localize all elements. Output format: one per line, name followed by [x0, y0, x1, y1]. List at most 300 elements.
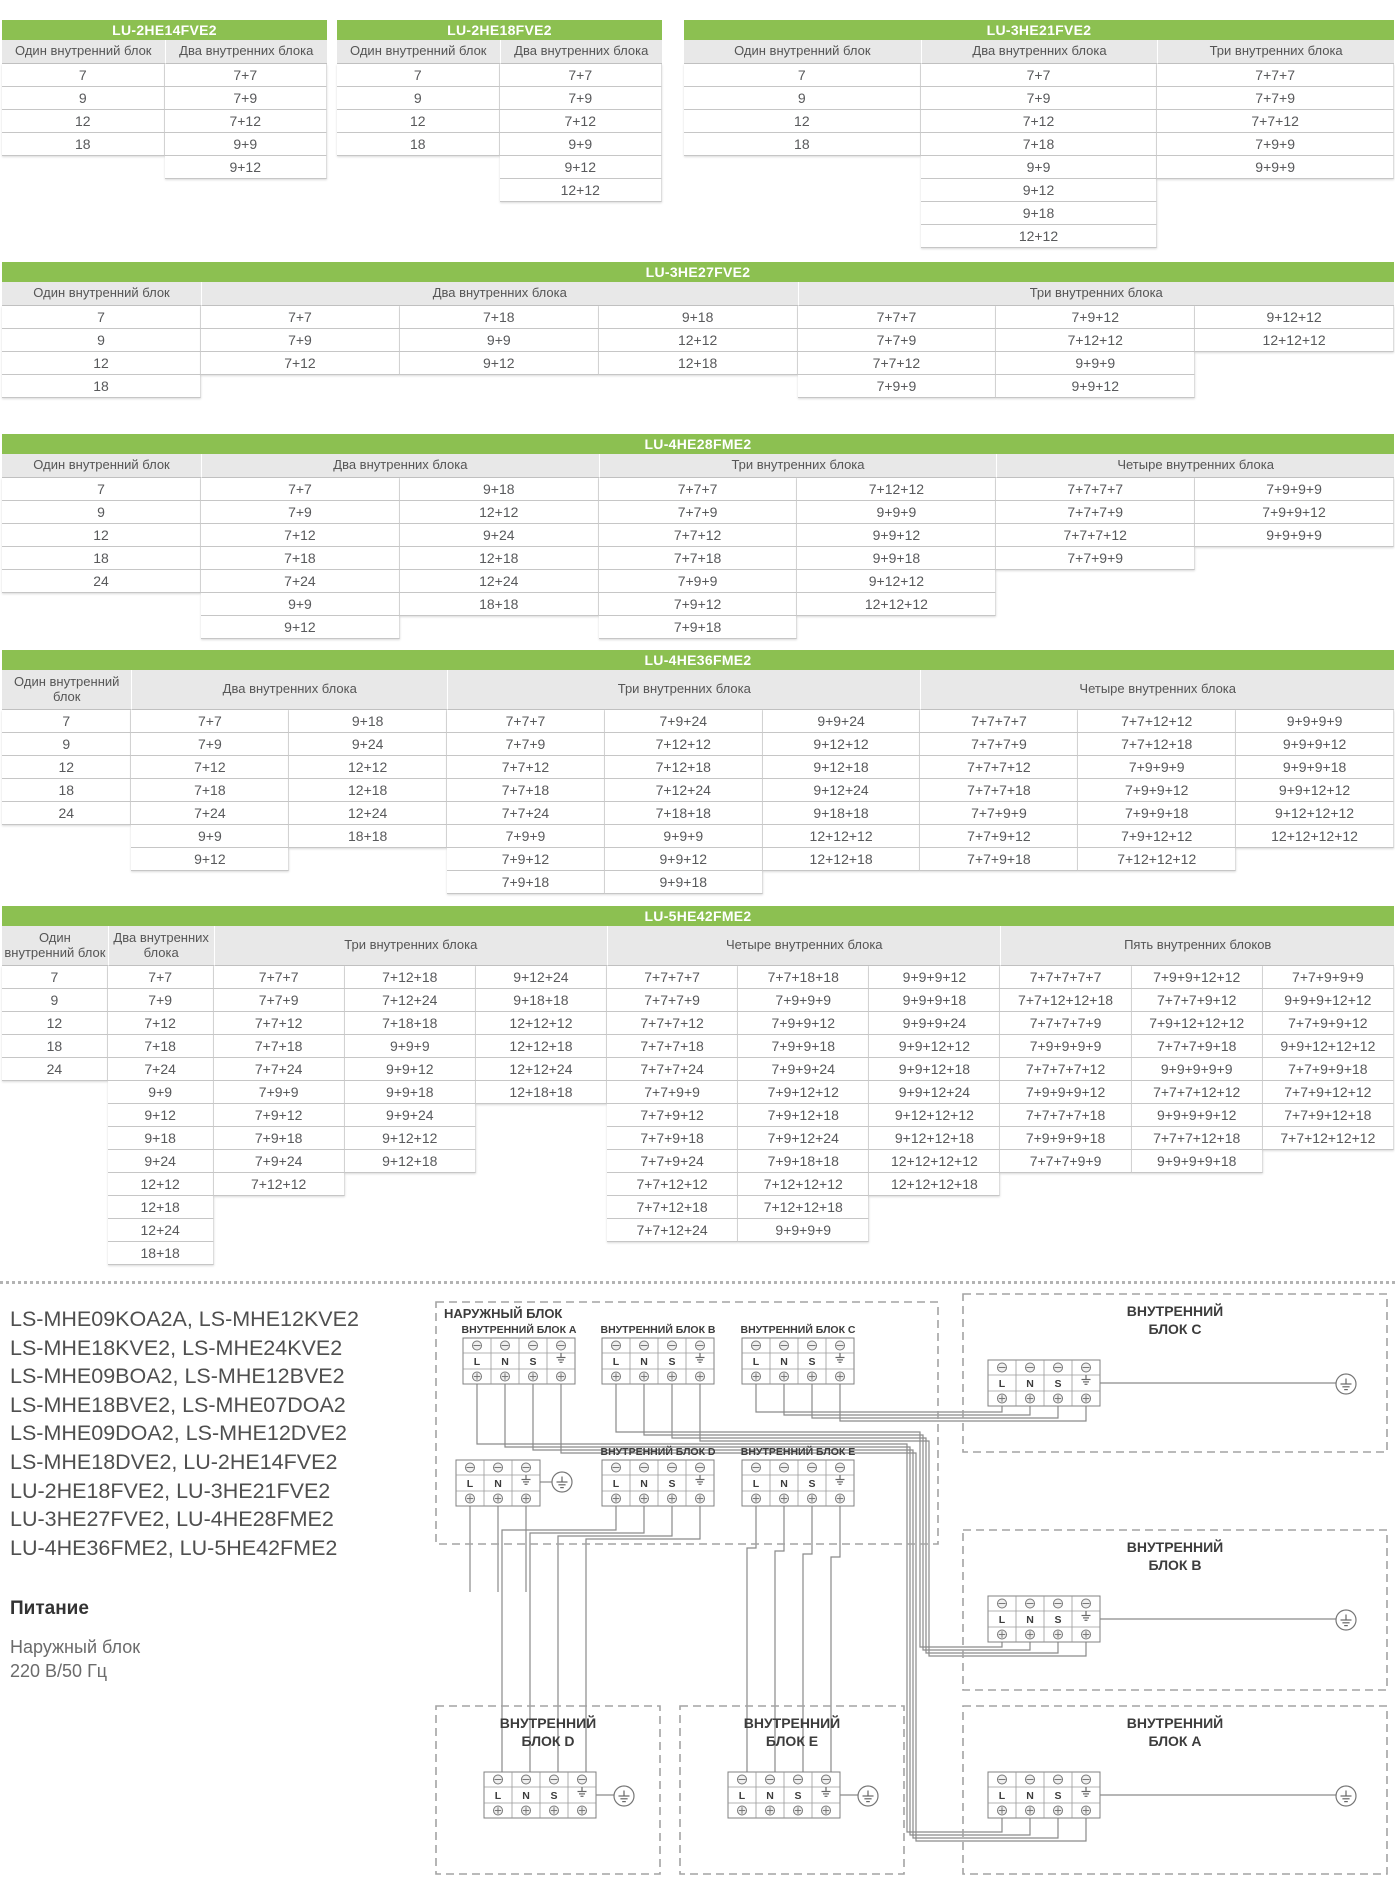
- screw-icon: [998, 1394, 1007, 1403]
- table-cell: 7+12+12+18: [738, 1196, 869, 1219]
- screw-icon: [557, 1341, 566, 1350]
- table-cell: 12+12+12+12: [1236, 825, 1394, 848]
- screw-icon: [501, 1341, 510, 1350]
- model-list-line: LS-MHE09BOA2, LS-MHE12BVE2: [10, 1364, 345, 1389]
- table-cell: 7+7+9+12: [920, 825, 1078, 848]
- table-cell: 9+9+9+12: [869, 966, 1000, 989]
- screw-icon: [668, 1463, 677, 1472]
- indoor-unit-label: ВНУТРЕННИЙ: [1126, 1715, 1224, 1731]
- table-cell: 7+7+7: [599, 478, 798, 501]
- screw-icon: [1054, 1775, 1063, 1784]
- table-cell: 9+9+9+9: [738, 1219, 869, 1242]
- table-cell: 7+7: [165, 64, 328, 87]
- screw-icon: [473, 1372, 482, 1381]
- table-cell: 12: [2, 352, 201, 375]
- indoor-unit-label: БЛОК B: [1148, 1557, 1202, 1573]
- table-cell: 7+7+24: [214, 1058, 345, 1081]
- table-cell: 7+12: [201, 352, 400, 375]
- table-cell: 7+7+9+12+12: [1263, 1081, 1394, 1104]
- terminal-letter: L: [473, 1356, 481, 1368]
- screw-icon: [1054, 1806, 1063, 1815]
- table-cell: 12+18: [289, 779, 447, 802]
- terminal-letter: S: [808, 1478, 816, 1490]
- column-group-header: Один внутренний блок: [2, 282, 201, 306]
- table-cell: 12: [684, 110, 921, 133]
- column-group-header: Пять внутренних блоков: [1000, 926, 1393, 966]
- compatibility-table: [2, 434, 1394, 639]
- screw-icon: [696, 1372, 705, 1381]
- table-cell: 9+12+12: [345, 1127, 476, 1150]
- screw-icon: [522, 1806, 531, 1815]
- table-cell: 9+18: [289, 710, 447, 733]
- table-cell: 7+24: [201, 570, 400, 593]
- table-cell: 7+24: [108, 1058, 214, 1081]
- table-cell: 7+7+18: [447, 779, 605, 802]
- table-cell: 7+7+9+24: [607, 1150, 738, 1173]
- table-cell: 7+9+9+9: [1078, 756, 1236, 779]
- screw-icon: [808, 1494, 817, 1503]
- screw-icon: [822, 1806, 831, 1815]
- table-cell: 7+9+9+12: [1078, 779, 1236, 802]
- table-cell: 7+9+24: [214, 1150, 345, 1173]
- terminal-block-outdoor-d: [602, 1460, 714, 1506]
- terminal-letter: L: [612, 1356, 620, 1368]
- table-cell: 9+18+18: [476, 989, 607, 1012]
- terminal-letter: S: [808, 1356, 816, 1368]
- table-cell: 9+9+12+12: [1236, 779, 1394, 802]
- screw-icon: [780, 1341, 789, 1350]
- compatibility-table: [2, 650, 1394, 894]
- table-cell: 7+7+9: [1157, 87, 1394, 110]
- compatibility-table: [684, 20, 1394, 248]
- screw-icon: [1082, 1775, 1091, 1784]
- screw-icon: [808, 1372, 817, 1381]
- table-cell: 7+9+9+9: [1195, 478, 1394, 501]
- screw-icon: [522, 1463, 531, 1472]
- table-cell: 7+7+7+9: [920, 733, 1078, 756]
- table-cell: 9: [2, 501, 201, 524]
- model-list-line: LS-MHE18KVE2, LS-MHE24KVE2: [10, 1335, 343, 1360]
- screw-icon: [612, 1463, 621, 1472]
- table-cell: 7+7+12+18: [1078, 733, 1236, 756]
- table-cell: 12: [2, 756, 131, 779]
- table-cell: 9+9+12: [345, 1058, 476, 1081]
- table-cell: 7+9+18: [214, 1127, 345, 1150]
- table-cell: 9+18: [921, 202, 1158, 225]
- table-cell: 7+7+9+9: [996, 547, 1195, 570]
- outdoor-terminal-label: ВНУТРЕННИЙ БЛОК C: [740, 1324, 856, 1336]
- table-cell: 7+12: [201, 524, 400, 547]
- table-title: LU-2HE14FVE2: [2, 20, 327, 40]
- table-cell: 7+9+12: [447, 848, 605, 871]
- table-cell: 7+12+24: [345, 989, 476, 1012]
- table-cell: 7+7+7+12: [996, 524, 1195, 547]
- column-group-header: Четыре внутренних блока: [996, 454, 1394, 478]
- table-cell: 7+7+7+9: [607, 989, 738, 1012]
- screw-icon: [836, 1463, 845, 1472]
- screw-icon: [668, 1494, 677, 1503]
- power-info: [10, 1635, 140, 1683]
- table-cell: 7+7: [201, 306, 400, 329]
- model-list: [10, 1305, 359, 1562]
- table-cell: 18: [2, 1035, 108, 1058]
- ground-icon: [552, 1472, 572, 1492]
- table-cell: 7+7+9+9: [607, 1081, 738, 1104]
- screw-icon: [1082, 1630, 1091, 1639]
- table-cell: 9+12: [201, 616, 400, 639]
- table-cell: 9+18: [599, 306, 798, 329]
- table-cell: 7+18: [201, 547, 400, 570]
- table-cell: 9+18+18: [763, 802, 921, 825]
- screw-icon: [473, 1341, 482, 1350]
- table-cell: 9+9+18: [605, 871, 763, 894]
- column-group-header: Один внутренний блок: [2, 926, 108, 966]
- table-cell: 7+9+12: [214, 1104, 345, 1127]
- screw-icon: [780, 1463, 789, 1472]
- table-cell: 12+12: [400, 501, 599, 524]
- table-cell: 9+9+9+18: [1236, 756, 1394, 779]
- table-cell: 7+7+12+12+12: [1263, 1127, 1394, 1150]
- table-cell: 7+9+9: [798, 375, 997, 398]
- table-cell: 7+7+12: [214, 1012, 345, 1035]
- screw-icon: [668, 1341, 677, 1350]
- table-cell: 7+7+9: [798, 329, 997, 352]
- table-cell: 9+9+12+18: [869, 1058, 1000, 1081]
- ground-icon: [1336, 1610, 1356, 1630]
- table-cell: 7: [684, 64, 921, 87]
- table-cell: 7+7+7: [798, 306, 997, 329]
- table-cell: 7+7: [131, 710, 289, 733]
- table-cell: 7+9: [108, 989, 214, 1012]
- screw-icon: [1026, 1363, 1035, 1372]
- table-cell: 9+9+9+18: [869, 989, 1000, 1012]
- table-cell: 7+9+18: [599, 616, 798, 639]
- outdoor-terminal-label: ВНУТРЕННИЙ БЛОК B: [600, 1324, 716, 1336]
- table-cell: 7+9+9+9+9: [1000, 1035, 1131, 1058]
- screw-icon: [494, 1494, 503, 1503]
- screw-icon: [612, 1372, 621, 1381]
- indoor-unit-label: ВНУТРЕННИЙ: [499, 1715, 597, 1731]
- table-cell: 7+7+18: [599, 547, 798, 570]
- screw-icon: [640, 1494, 649, 1503]
- table-cell: 7+9+18+18: [738, 1150, 869, 1173]
- table-cell: 12+18: [108, 1196, 214, 1219]
- table-cell: 12+18: [400, 547, 599, 570]
- table-cell: 7+18: [108, 1035, 214, 1058]
- table-cell: 7+7+7+7+18: [1000, 1104, 1131, 1127]
- terminal-letter: L: [466, 1478, 474, 1490]
- table-cell: 9: [684, 87, 921, 110]
- screw-icon: [752, 1494, 761, 1503]
- table-cell: 7+7: [108, 966, 214, 989]
- table-cell: 9+24: [108, 1150, 214, 1173]
- table-cell: 9+9+12+12+12: [1263, 1035, 1394, 1058]
- screw-icon: [766, 1806, 775, 1815]
- screw-icon: [494, 1806, 503, 1815]
- column-group-header: Два внутренних блока: [131, 670, 447, 710]
- table-cell: 9+12+12+12: [1236, 802, 1394, 825]
- table-cell: 12+12+12: [763, 825, 921, 848]
- table-cell: 7: [2, 966, 108, 989]
- table-cell: 7+9+9: [1157, 133, 1394, 156]
- table-cell: 7+7+7+12+12: [1132, 1081, 1263, 1104]
- screw-icon: [529, 1341, 538, 1350]
- table-cell: 12+18+18: [476, 1081, 607, 1104]
- column-group-header: Один внутренний блок: [2, 670, 131, 710]
- table-cell: 9+9+12+24: [869, 1081, 1000, 1104]
- terminal-letter: N: [780, 1478, 788, 1490]
- outdoor-terminal-label: ВНУТРЕННИЙ БЛОК A: [461, 1324, 577, 1336]
- table-cell: 7+12: [921, 110, 1158, 133]
- table-cell: 7+9+12: [599, 593, 798, 616]
- model-list-line: LS-MHE18DVE2, LU-2HE14FVE2: [10, 1449, 338, 1474]
- screw-icon: [794, 1775, 803, 1784]
- table-cell: 7+12+12+12: [1078, 848, 1236, 871]
- ground-icon: [858, 1786, 878, 1806]
- indoor-unit-label: ВНУТРЕННИЙ: [1126, 1539, 1224, 1555]
- table-cell: 7+12: [108, 1012, 214, 1035]
- column-group-header: Четыре внутренних блока: [920, 670, 1393, 710]
- table-cell: 18: [2, 779, 131, 802]
- terminal-block-power: [456, 1460, 540, 1506]
- table-cell: 12+12+12: [797, 593, 996, 616]
- terminal-block-indoor: [988, 1596, 1100, 1642]
- table-cell: 7+7+7+9+9: [1000, 1150, 1131, 1173]
- table-cell: 7+7+7+9+12: [1132, 989, 1263, 1012]
- table-cell: 7+7+12+12+18: [1000, 989, 1131, 1012]
- table-cell: 12: [2, 110, 165, 133]
- table-cell: 7+9+9: [599, 570, 798, 593]
- table-cell: 9+9: [108, 1081, 214, 1104]
- screw-icon: [808, 1463, 817, 1472]
- column-group-header: Три внутренних блока: [214, 926, 607, 966]
- table-cell: 18+18: [108, 1242, 214, 1265]
- table-cell: 7: [337, 64, 500, 87]
- table-cell: 9+9: [201, 593, 400, 616]
- table-cell: 9+9+9+12: [1236, 733, 1394, 756]
- table-cell: 9+9+9: [1157, 156, 1394, 179]
- screw-icon: [836, 1494, 845, 1503]
- indoor-unit-label: БЛОК C: [1148, 1321, 1202, 1337]
- table-cell: 18: [2, 547, 201, 570]
- screw-icon: [529, 1372, 538, 1381]
- screw-icon: [550, 1775, 559, 1784]
- table-cell: 7+7+7+7+9: [1000, 1012, 1131, 1035]
- table-cell: 7+9+12+12: [738, 1081, 869, 1104]
- table-cell: 9+12+18: [763, 756, 921, 779]
- model-list-line: LS-MHE09DOA2, LS-MHE12DVE2: [10, 1421, 347, 1446]
- screw-icon: [1082, 1363, 1091, 1372]
- table-cell: 7: [2, 478, 201, 501]
- table-cell: 7+9+9+9: [738, 989, 869, 1012]
- screw-icon: [1054, 1630, 1063, 1639]
- table-cell: 7+9+24: [605, 710, 763, 733]
- table-cell: 12+12+12+12: [869, 1150, 1000, 1173]
- wire: [756, 1384, 1002, 1412]
- table-cell: 18: [337, 133, 500, 156]
- screw-icon: [522, 1775, 531, 1784]
- table-cell: 9+9+9+12+12: [1263, 989, 1394, 1012]
- table-cell: 9+12+12: [797, 570, 996, 593]
- table-cell: 9+9+9: [797, 501, 996, 524]
- table-cell: 7+7+7+12: [607, 1012, 738, 1035]
- outdoor-unit-label: НАРУЖНЫЙ БЛОК: [444, 1306, 563, 1321]
- screw-icon: [696, 1463, 705, 1472]
- terminal-block-outdoor-c: [742, 1338, 854, 1384]
- screw-icon: [696, 1341, 705, 1350]
- screw-icon: [808, 1341, 817, 1350]
- ground-icon: [1336, 1374, 1356, 1394]
- table-cell: 7+7+12+18: [607, 1196, 738, 1219]
- screw-icon: [522, 1494, 531, 1503]
- table-cell: 12+24: [400, 570, 599, 593]
- table-cell: 7+12+12: [214, 1173, 345, 1196]
- column-group-header: Три внутренних блока: [1157, 40, 1394, 64]
- screw-icon: [1054, 1363, 1063, 1372]
- screw-icon: [780, 1494, 789, 1503]
- compatibility-table: [2, 20, 327, 179]
- terminal-letter: N: [780, 1356, 788, 1368]
- table-cell: 7+7+12: [798, 352, 997, 375]
- column-group-header: Три внутренних блока: [599, 454, 997, 478]
- table-cell: 9: [2, 329, 201, 352]
- table-cell: 7+7+9+9+9: [1263, 966, 1394, 989]
- compatibility-table: [2, 262, 1394, 398]
- screw-icon: [738, 1775, 747, 1784]
- table-cell: 7+18+18: [345, 1012, 476, 1035]
- table-cell: 9+9+18: [345, 1081, 476, 1104]
- table-cell: 9+9: [500, 133, 663, 156]
- terminal-letter: N: [640, 1356, 648, 1368]
- table-cell: 7+7+7+7+7: [1000, 966, 1131, 989]
- terminal-letter: L: [998, 1614, 1006, 1626]
- screw-icon: [1082, 1806, 1091, 1815]
- table-cell: 7+7+7: [1157, 64, 1394, 87]
- screw-icon: [780, 1372, 789, 1381]
- table-cell: 7+9: [165, 87, 328, 110]
- terminal-block-indoor: [988, 1360, 1100, 1406]
- table-cell: 9+9+9+9: [1195, 524, 1394, 547]
- terminal-letter: S: [1054, 1614, 1062, 1626]
- screw-icon: [1026, 1599, 1035, 1608]
- screw-icon: [612, 1341, 621, 1350]
- table-cell: 7+7+12+12: [1078, 710, 1236, 733]
- table-cell: 9: [337, 87, 500, 110]
- screw-icon: [578, 1775, 587, 1784]
- table-cell: 7+9+9+24: [738, 1058, 869, 1081]
- table-cell: 9+12+12+18: [869, 1127, 1000, 1150]
- table-cell: 7+7+7+7+12: [1000, 1058, 1131, 1081]
- table-cell: 7+12: [165, 110, 328, 133]
- table-cell: 9+9+24: [345, 1104, 476, 1127]
- screw-icon: [752, 1341, 761, 1350]
- table-cell: 9+9+24: [763, 710, 921, 733]
- table-cell: 9+24: [400, 524, 599, 547]
- table-cell: 7+12+18: [345, 966, 476, 989]
- screw-icon: [557, 1372, 566, 1381]
- table-cell: 7: [2, 306, 201, 329]
- table-cell: 9+12: [165, 156, 328, 179]
- table-title: LU-3HE27FVE2: [2, 262, 1394, 282]
- table-title: LU-4HE28FME2: [2, 434, 1394, 454]
- table-cell: 7+9+9+12+12: [1132, 966, 1263, 989]
- table-cell: 9+9+9+24: [869, 1012, 1000, 1035]
- table-cell: 7+9+9: [214, 1081, 345, 1104]
- screw-icon: [1026, 1806, 1035, 1815]
- table-cell: 7+9+9+18: [1078, 802, 1236, 825]
- table-cell: 7+9: [131, 733, 289, 756]
- table-cell: 7+7+7+18: [920, 779, 1078, 802]
- table-cell: 7+7+12+24: [607, 1219, 738, 1242]
- table-cell: 7+18+18: [605, 802, 763, 825]
- screw-icon: [822, 1775, 831, 1784]
- table-cell: 18: [2, 133, 165, 156]
- table-cell: 9+12: [108, 1104, 214, 1127]
- table-cell: 7+7+9+18: [920, 848, 1078, 871]
- terminal-letter: S: [1054, 1378, 1062, 1390]
- table-cell: 9+9+9: [345, 1035, 476, 1058]
- terminal-letter: L: [752, 1478, 760, 1490]
- column-group-header: Один внутренний блок: [684, 40, 921, 64]
- terminal-letter: N: [640, 1478, 648, 1490]
- table-cell: 7+7+24: [447, 802, 605, 825]
- table-cell: 7+9+9+18: [738, 1035, 869, 1058]
- table-cell: 9+9+18: [797, 547, 996, 570]
- table-cell: 24: [2, 1058, 108, 1081]
- screw-icon: [998, 1806, 1007, 1815]
- column-group-header: Один внутренний блок: [2, 454, 201, 478]
- screw-icon: [668, 1372, 677, 1381]
- table-cell: 7+12+12: [605, 733, 763, 756]
- table-cell: 7+18: [131, 779, 289, 802]
- screw-icon: [696, 1494, 705, 1503]
- table-cell: 12+12+18: [476, 1035, 607, 1058]
- table-cell: 7+7+7+12: [920, 756, 1078, 779]
- terminal-letter: S: [1054, 1790, 1062, 1802]
- wire: [831, 1506, 840, 1772]
- table-cell: 12+24: [108, 1219, 214, 1242]
- column-group-header: Два внутренних блока: [500, 40, 663, 64]
- terminal-block-indoor: [484, 1772, 596, 1818]
- column-group-header: Три внутренних блока: [447, 670, 920, 710]
- table-cell: 7+7+7: [214, 966, 345, 989]
- table-cell: 9+12+18: [345, 1150, 476, 1173]
- column-group-header: Два внутренних блока: [165, 40, 328, 64]
- table-cell: 7+7+12: [1157, 110, 1394, 133]
- table-cell: 7+7: [201, 478, 400, 501]
- screw-icon: [1026, 1394, 1035, 1403]
- screw-icon: [466, 1494, 475, 1503]
- table-cell: 7+9+12+24: [738, 1127, 869, 1150]
- table-cell: 7+7+7+7: [920, 710, 1078, 733]
- table-cell: 7+7+12: [447, 756, 605, 779]
- model-list-line: LU-3HE27FVE2, LU-4HE28FME2: [10, 1507, 334, 1532]
- table-cell: 7+12+24: [605, 779, 763, 802]
- table-cell: 7+9: [500, 87, 663, 110]
- table-cell: 9+9: [165, 133, 328, 156]
- model-list-line: LS-MHE09KOA2A, LS-MHE12KVE2: [10, 1307, 359, 1331]
- outdoor-terminal-label: ВНУТРЕННИЙ БЛОК D: [600, 1446, 716, 1458]
- screw-icon: [766, 1775, 775, 1784]
- screw-icon: [836, 1372, 845, 1381]
- table-cell: 12+12: [108, 1173, 214, 1196]
- table-cell: 12+12+18: [763, 848, 921, 871]
- table-cell: 9+12+12+12: [869, 1104, 1000, 1127]
- wire: [616, 1384, 1002, 1647]
- table-cell: 9+24: [289, 733, 447, 756]
- table-cell: 7+9: [921, 87, 1158, 110]
- screw-icon: [578, 1806, 587, 1815]
